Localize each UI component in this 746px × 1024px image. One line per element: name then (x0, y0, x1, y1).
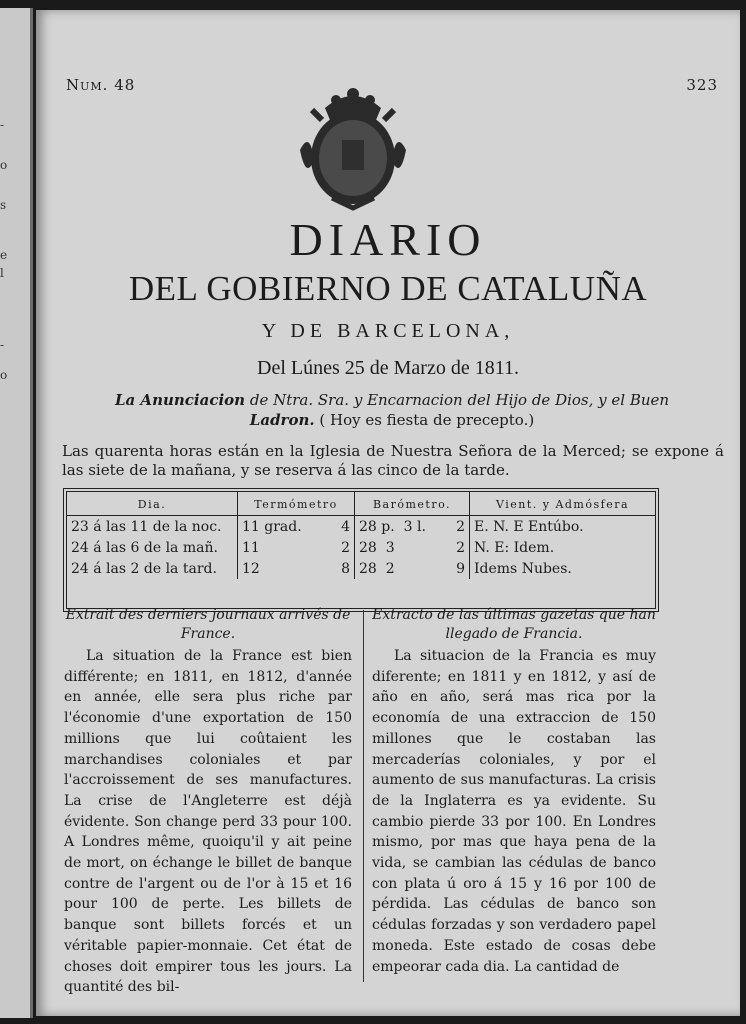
weather-row (67, 558, 655, 579)
weather-cell (238, 558, 355, 579)
newspaper-page (36, 10, 740, 1016)
issue-date: Del Lúnes 25 de Marzo de 1811. (257, 357, 519, 379)
weather-cell (67, 558, 238, 579)
feast-line2-bold: Ladron. (249, 411, 315, 429)
weather-header-day: Dia. (67, 492, 238, 516)
weather-value: 3 (385, 539, 395, 556)
weather-value: 28 p. (359, 518, 395, 535)
masthead-title: DIARIO (289, 214, 487, 265)
weather-value: 2 (456, 539, 465, 556)
weather-table (63, 488, 659, 612)
weather-value: 28 (359, 539, 377, 556)
weather-cell (67, 516, 238, 538)
weather-cell (238, 537, 355, 558)
weather-row (67, 537, 655, 558)
royal-crest-icon (292, 80, 414, 212)
weather-cell (355, 516, 470, 538)
weather-value: 3 (403, 518, 413, 535)
weather-value: 9 (456, 560, 465, 577)
weather-value: 8 (341, 560, 350, 577)
article-french (64, 606, 352, 998)
weather-value: E. N. E Entúbo. (474, 518, 584, 535)
weather-value: 11 (242, 539, 260, 556)
feast-line2: ( Hoy es fiesta de precepto.) (314, 411, 535, 429)
weather-cell (355, 537, 470, 558)
weather-value: 11 grad. (242, 518, 302, 535)
weather-header-wind: Vient. y Admósfera (470, 492, 656, 516)
weather-cell (355, 558, 470, 579)
article-french-title: Extrait des derniers journaux arrivés de France. (65, 607, 351, 642)
weather-value: 4 (341, 518, 350, 535)
masthead-subtitle-city: Y DE BARCELONA, (261, 320, 515, 342)
weather-value: 2 (456, 518, 465, 535)
page-number: 323 (686, 76, 718, 94)
weather-value: 23 á las 11 de la noc. (71, 518, 222, 535)
feast-lead: La Anunciacion (114, 391, 246, 409)
article-spanish-title: Extracto de las últimas gazetas que han llegado de Francia. (372, 607, 656, 642)
quarenta-horas-notice: Las quarenta horas están en la Iglesia de Nuestra Señora de la Merced; se expone á las siete de la mañana, y se reserva á las cinco de la tarde. (62, 442, 724, 479)
weather-cell (238, 516, 355, 538)
article-spanish (372, 606, 656, 977)
article-spanish-body: La situacion de la Francia es muy diferente; en 1811 y en 1812, y así de año en año, será mas rica por la economía de una extraccion de 150 millones que le costaban las mercaderías coloniales, y por el aumento de sus manufacturas. La crisis de la Inglaterra es ya evidente. Su cambio pierde 33 por 100. En Londres mismo, por mas que haya pena de la vida, se cambian las cédulas de banco con plata ú oro á 15 y 16 por 100 de pérdida. Las cédulas de banco son cédulas forzadas y son verdadero papel moneda. Este estado de cosas debe empeorar cada dia. La cantidad de (372, 648, 656, 975)
weather-value: Idems Nubes. (474, 560, 572, 577)
issue-number: Num. 48 (66, 76, 136, 94)
adjacent-page-edge: - o s e l - o (0, 8, 33, 1018)
masthead-subtitle: DEL GOBIERNO DE CATALUÑA (128, 269, 648, 308)
weather-value: 28 (359, 560, 377, 577)
weather-cell (67, 537, 238, 558)
weather-value: 2 (341, 539, 350, 556)
weather-value: N. E: Idem. (474, 539, 555, 556)
weather-value: l. (416, 518, 426, 535)
weather-value: 24 á las 2 de la tard. (71, 560, 217, 577)
article-french-body: La situation de la France est bien différente; en 1811, en 1812, d'année en année, elle sera plus riche par l'économie d'une exportation de 150 millions que lui coûtaient les marchandises coloniales et par l'accroissement de ses manufactures. La crise de l'Angleterre est déjà évidente. Son change perd 33 pour 100. A Londres même, quoiqu'il y ait peine de mort, on échange le billet de banque contre de l'argent ou de l'or à 15 et 16 pour 100 de perte. Les billets de banque sont billets forcés et un véritable papier-monnaie. Cet état de choses doit empirer tous les jours. La quantité des bil- (64, 648, 352, 996)
weather-header-thermometer: Termómetro (238, 492, 355, 516)
feast-of-day (62, 390, 722, 430)
weather-row (67, 516, 655, 538)
weather-value: 24 á las 6 de la mañ. (71, 539, 218, 556)
feast-text: de Ntra. Sra. y Encarnacion del Hijo de Dios, y el Buen (245, 391, 670, 409)
weather-cell (470, 558, 656, 579)
weather-header-barometer: Barómetro. (355, 492, 470, 516)
weather-value: 2 (385, 560, 395, 577)
weather-value: 12 (242, 560, 260, 577)
column-divider (363, 610, 364, 982)
weather-cell (470, 516, 656, 538)
weather-cell (470, 537, 656, 558)
